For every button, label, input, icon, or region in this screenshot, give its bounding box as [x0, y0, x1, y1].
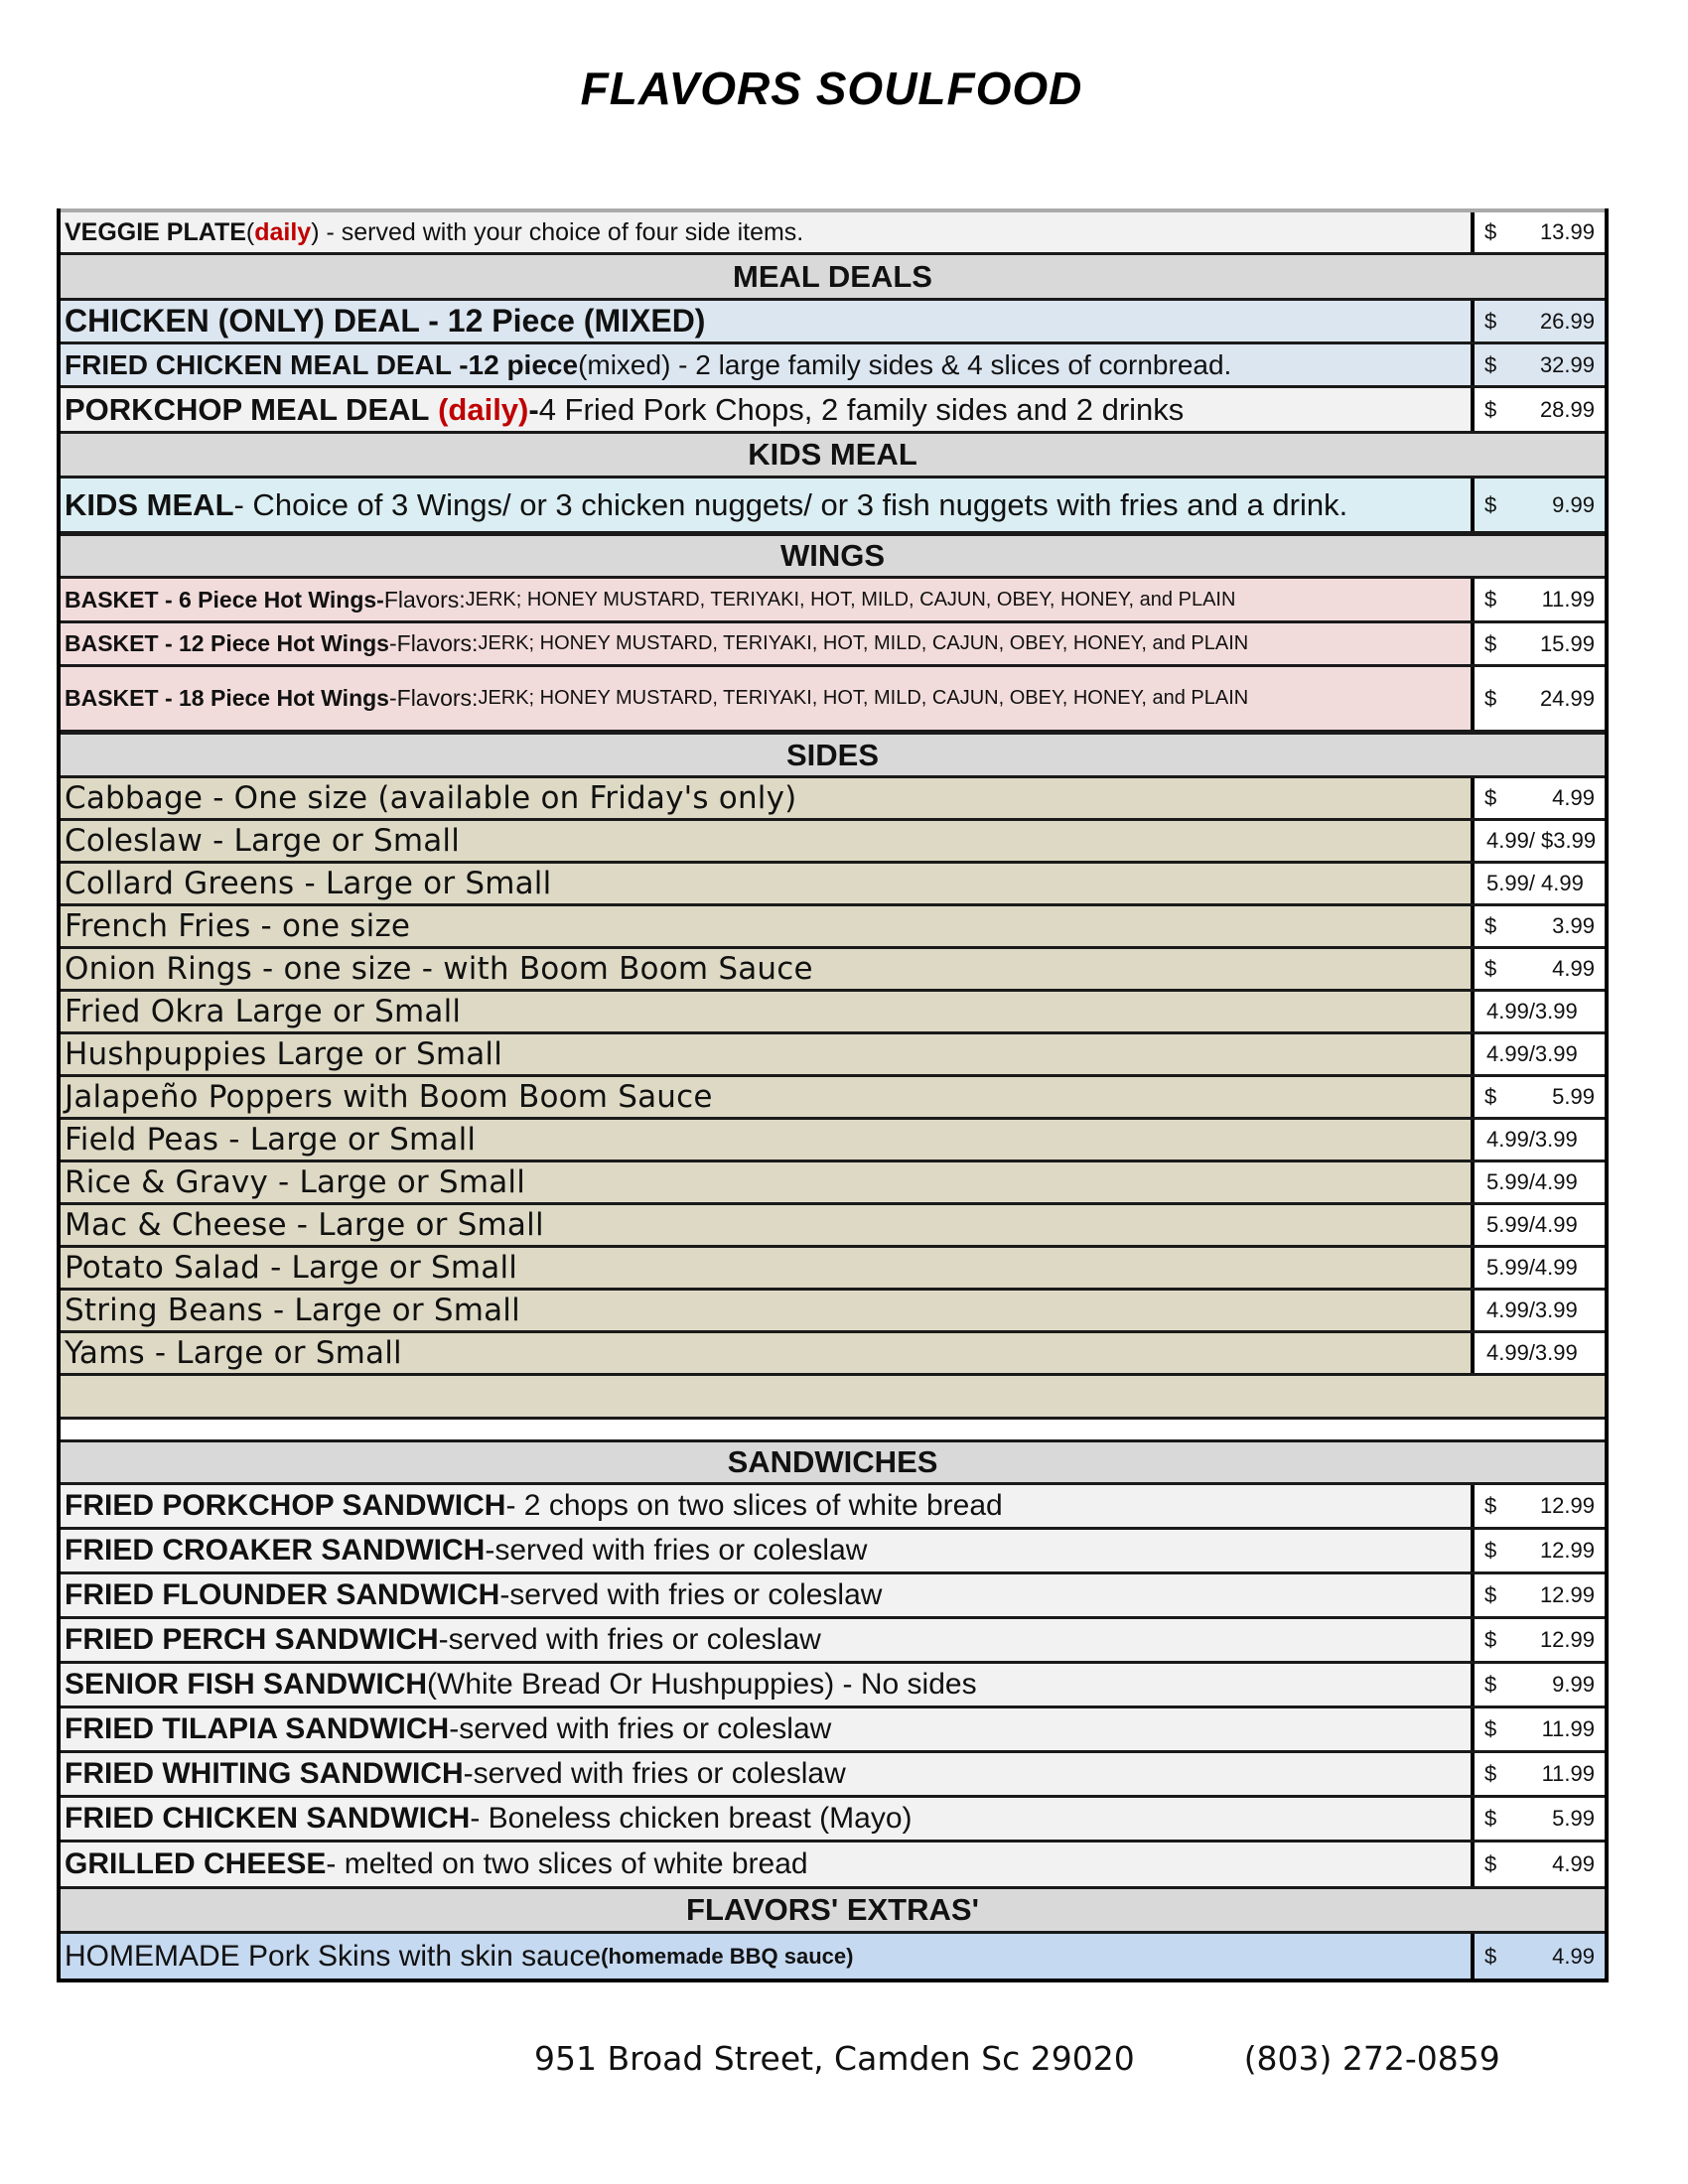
item-description: [61, 1843, 1475, 1886]
item-name: FRIED PERCH SANDWICH: [65, 1623, 439, 1656]
item-name: CHICKEN (ONLY) DEAL - 12 Piece (MIXED): [65, 303, 706, 339]
item-text: Flavors:: [396, 685, 479, 711]
item-price: 4.99/ $3.99: [1475, 821, 1605, 861]
item-price: 4.99/3.99: [1475, 992, 1605, 1031]
item-name: HOMEMADE Pork Skins with skin sauce: [65, 1939, 602, 1973]
item-name: SENIOR FISH SANDWICH: [65, 1668, 428, 1701]
item-text: (White Bread Or Hushpuppies) - No sides: [427, 1668, 977, 1701]
menu-title: FLAVORS SOULFOOD: [580, 63, 1083, 114]
item-name: French Fries - one size: [61, 906, 1475, 946]
item-price: $ 5.99: [1475, 1798, 1605, 1840]
item-text: - Choice of 3 Wings/ or 3 chicken nuggets/ or 3 fish nuggets with fries and a drink.: [233, 486, 1348, 522]
section-header-meal-deals: MEAL DEALS: [61, 255, 1605, 301]
item-name: FRIED FLOUNDER SANDWICH: [65, 1578, 500, 1611]
item-text: -served with fries or coleslaw: [499, 1578, 883, 1611]
item-description: [61, 1934, 1475, 1979]
menu-row-wings-18: [61, 667, 1605, 735]
item-price: $ 15.99: [1475, 623, 1605, 664]
menu-row-side: [61, 1162, 1605, 1205]
item-text: - 2 chops on two slices of white bread: [505, 1489, 1003, 1522]
item-name: Field Peas - Large or Small: [61, 1120, 1475, 1160]
item-name: KIDS MEAL: [65, 486, 234, 522]
item-description: [61, 1798, 1475, 1840]
item-description: [61, 388, 1475, 431]
menu-row-side: [61, 1077, 1605, 1120]
item-name: Jalapeño Poppers with Boom Boom Sauce: [61, 1077, 1475, 1117]
daily-tag: daily: [254, 217, 312, 246]
item-price: $ 4.99: [1475, 949, 1605, 989]
item-name: Mac & Cheese - Large or Small: [61, 1205, 1475, 1245]
item-price: $ 26.99: [1484, 308, 1595, 334]
item-description: [61, 1753, 1475, 1795]
menu-row-chicken-only-deal: [61, 301, 1605, 344]
menu-row-sandwich: [61, 1485, 1605, 1530]
menu-row-side: [61, 778, 1605, 821]
phone-number: (803) 272-0859: [1243, 2039, 1500, 2078]
item-price: 4.99/3.99: [1475, 1333, 1605, 1373]
item-price: $ 28.99: [1475, 388, 1605, 431]
item-price: $ 24.99: [1475, 667, 1605, 730]
item-price: 5.99/4.99: [1475, 1162, 1605, 1202]
menu-row-sandwich: [61, 1574, 1605, 1619]
item-text: -served with fries or coleslaw: [463, 1757, 846, 1790]
item-description: [61, 623, 1475, 664]
menu-row-side: [61, 1248, 1605, 1291]
daily-tag: (daily): [438, 391, 529, 427]
menu-row-porkchop-meal-deal: [61, 388, 1605, 434]
menu-row-wings-6: [61, 579, 1605, 623]
item-name: Collard Greens - Large or Small: [61, 864, 1475, 903]
item-name: Potato Salad - Large or Small: [61, 1248, 1475, 1288]
item-price: 5.99/4.99: [1475, 1248, 1605, 1288]
item-price: $ 11.99: [1475, 579, 1605, 620]
item-name: FRIED WHITING SANDWICH: [65, 1757, 464, 1790]
menu-row-side: [61, 1291, 1605, 1333]
item-name: Fried Okra Large or Small: [61, 992, 1475, 1031]
menu-row-sandwich: [61, 1798, 1605, 1843]
item-text: - Boneless chicken breast (Mayo): [470, 1802, 913, 1835]
menu-table: [57, 208, 1609, 1982]
item-description: [61, 667, 1475, 730]
menu-row-side: [61, 906, 1605, 949]
item-description: [61, 579, 1475, 620]
section-header-extras: FLAVORS' EXTRAS': [61, 1889, 1605, 1934]
address: 951 Broad Street, Camden Sc 29020: [534, 2039, 1135, 2078]
wing-flavors: JERK; HONEY MUSTARD, TERIYAKI, HOT, MILD, CAJUN, OBEY, HONEY, and PLAIN: [465, 588, 1236, 611]
item-name: BASKET - 6 Piece Hot Wings-: [65, 586, 384, 613]
menu-row-side: [61, 821, 1605, 864]
menu-row-side: [61, 1034, 1605, 1077]
menu-row-sandwich: [61, 1843, 1605, 1889]
item-price: 4.99/3.99: [1475, 1291, 1605, 1330]
item-price: $ 12.99: [1475, 1485, 1605, 1527]
menu-row-side: [61, 1205, 1605, 1248]
footer: [534, 2039, 1500, 2078]
item-name: Coleslaw - Large or Small: [61, 821, 1475, 861]
item-name: FRIED TILAPIA SANDWICH: [65, 1712, 450, 1745]
item-text: -: [388, 630, 397, 656]
item-price: 4.99/3.99: [1475, 1034, 1605, 1074]
item-price: $ 32.99: [1484, 351, 1595, 377]
item-price: $ 9.99: [1484, 491, 1595, 517]
section-header-sandwiches: SANDWICHES: [61, 1439, 1605, 1485]
item-price: $ 12.99: [1475, 1574, 1605, 1616]
menu-row-extra: [61, 1934, 1605, 1979]
item-description: [61, 1574, 1475, 1616]
item-price: $ 4.99: [1484, 1943, 1595, 1969]
spacer-row: [61, 1420, 1605, 1439]
wing-flavors: JERK; HONEY MUSTARD, TERIYAKI, HOT, MILD, CAJUN, OBEY, HONEY, and PLAIN: [478, 687, 1249, 709]
item-name: FRIED CHICKEN SANDWICH: [65, 1802, 471, 1835]
item-name: BASKET - 18 Piece Hot Wings: [65, 685, 389, 711]
item-price: 4.99/3.99: [1475, 1120, 1605, 1160]
item-price: 5.99/ 4.99: [1475, 864, 1605, 903]
item-text: - melted on two slices of white bread: [326, 1847, 808, 1880]
item-text: Flavors:: [396, 630, 479, 656]
item-name: BASKET - 12 Piece Hot Wings: [65, 630, 389, 656]
item-description: [61, 212, 1475, 252]
item-text: Flavors:: [383, 586, 466, 613]
item-description: [61, 344, 1475, 385]
item-price: $ 12.99: [1475, 1530, 1605, 1571]
item-text: -: [388, 685, 397, 711]
item-name: FRIED CHICKEN MEAL DEAL -12 piece: [65, 348, 579, 380]
item-description: [61, 1485, 1475, 1527]
menu-row-wings-12: [61, 623, 1605, 667]
item-description: [61, 1619, 1475, 1661]
wing-flavors: JERK; HONEY MUSTARD, TERIYAKI, HOT, MILD, CAJUN, OBEY, HONEY, and PLAIN: [478, 632, 1249, 654]
section-header-wings: WINGS: [61, 536, 1605, 579]
item-name: FRIED PORKCHOP SANDWICH: [65, 1489, 506, 1522]
item-name: FRIED CROAKER SANDWICH: [65, 1534, 486, 1567]
item-text: -served with fries or coleslaw: [438, 1623, 821, 1656]
menu-row-side: [61, 1333, 1605, 1376]
menu-row-sandwich: [61, 1753, 1605, 1798]
item-name: Cabbage - One size (available on Friday's only): [61, 778, 1475, 818]
item-name: VEGGIE PLATE: [65, 217, 246, 246]
item-price: $ 11.99: [1475, 1708, 1605, 1750]
item-name: String Beans - Large or Small: [61, 1291, 1475, 1330]
item-name: Yams - Large or Small: [61, 1333, 1475, 1373]
item-description: [61, 478, 1475, 531]
item-text: 4 Fried Pork Chops, 2 family sides and 2 drinks: [538, 391, 1185, 427]
item-name: Onion Rings - one size - with Boom Boom Sauce: [61, 949, 1475, 989]
item-description: [61, 1708, 1475, 1750]
menu-row-kids-meal: [61, 478, 1605, 536]
menu-row-fried-chicken-meal-deal: [61, 344, 1605, 388]
item-price: $ 3.99: [1475, 906, 1605, 946]
item-price: $ 5.99: [1475, 1077, 1605, 1117]
item-price: 5.99/4.99: [1475, 1205, 1605, 1245]
item-price: $ 4.99: [1475, 778, 1605, 818]
item-description: [61, 1664, 1475, 1706]
item-name: Rice & Gravy - Large or Small: [61, 1162, 1475, 1202]
menu-row-side: [61, 1120, 1605, 1162]
item-price: $ 4.99: [1475, 1843, 1605, 1886]
menu-row-sandwich: [61, 1530, 1605, 1574]
item-price: $ 12.99: [1475, 1619, 1605, 1661]
item-text: ) - served with your choice of four side items.: [311, 217, 804, 246]
item-text: -: [528, 391, 539, 427]
item-note: (homemade BBQ sauce): [601, 1943, 854, 1969]
item-description: [61, 1530, 1475, 1571]
menu-row-veggie-plate: [61, 208, 1605, 255]
item-text: -served with fries or coleslaw: [449, 1712, 832, 1745]
menu-row-side: [61, 864, 1605, 906]
item-description: [61, 301, 1475, 341]
item-price: $ 9.99: [1475, 1664, 1605, 1706]
menu-row-side: [61, 992, 1605, 1034]
item-text: (: [245, 217, 255, 246]
item-price: $ 11.99: [1475, 1753, 1605, 1795]
menu-row-side: [61, 949, 1605, 992]
item-price: $ 13.99: [1475, 212, 1605, 252]
item-text: (mixed) - 2 large family sides & 4 slices of cornbread.: [578, 348, 1232, 380]
item-text: -served with fries or coleslaw: [485, 1534, 868, 1567]
section-header-sides: SIDES: [61, 735, 1605, 778]
menu-row-sandwich: [61, 1664, 1605, 1708]
item-name: Hushpuppies Large or Small: [61, 1034, 1475, 1074]
menu-row-blank: [61, 1376, 1605, 1420]
item-name: GRILLED CHEESE: [65, 1847, 327, 1880]
menu-row-sandwich: [61, 1619, 1605, 1664]
item-name: PORKCHOP MEAL DEAL: [65, 391, 430, 427]
menu-row-sandwich: [61, 1708, 1605, 1753]
section-header-kids-meal: KIDS MEAL: [61, 434, 1605, 478]
